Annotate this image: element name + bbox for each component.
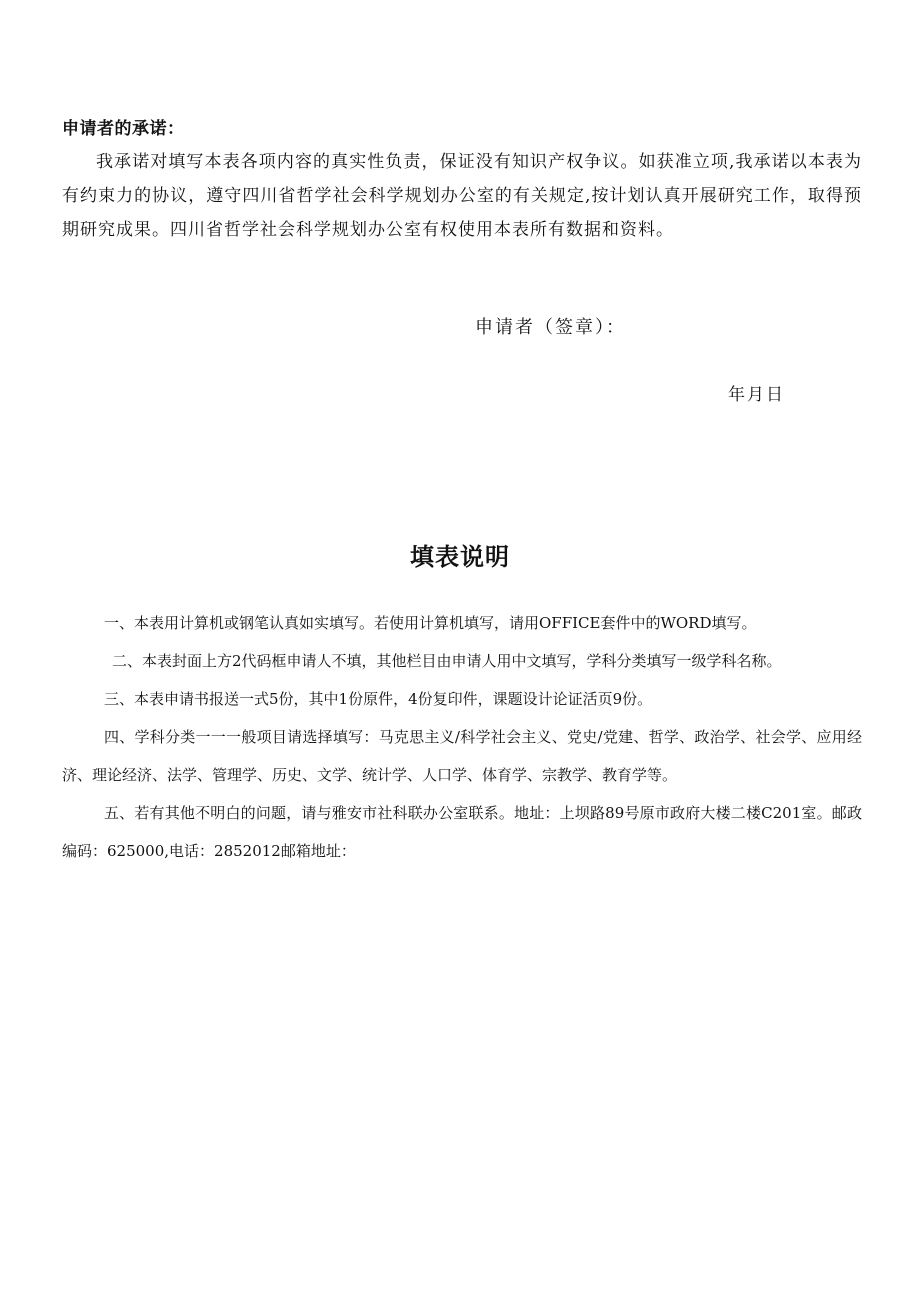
instruction-item-3: 三、本表申请书报送一式5份，其中1份原件，4份复印件，课题设计论证活页9份。 xyxy=(104,690,653,708)
instructions-title: 填表说明 xyxy=(410,542,510,571)
commitment-paragraph: 我承诺对填写本表各项内容的真实性负责，保证没有知识产权争议。如获准立项,我承诺以本表为有约束力的协议，遵守四川省哲学社会科学规划办公室的有关规定,按计划认真开展研究工作，取得预期研究成果。四川省哲学社会科学规划办公室有权使用本表所有数据和资料。 xyxy=(62,152,862,240)
signature-label: 申请者（签章）： xyxy=(475,317,626,338)
instruction-item-1: 一、本表用计算机或钢笔认真如实填写。若使用计算机填写，请用OFFICE套件中的WORD填写。 xyxy=(104,614,757,632)
instruction-item-2: 二、本表封面上方2代码框申请人不填，其他栏目由申请人用中文填写，学科分类填写一级学科名称。 xyxy=(112,652,782,670)
instruction-item-5: 五、若有其他不明白的问题，请与雅安市社科联办公室联系。地址：上坝路89号原市政府大楼二楼C201室。邮政编码：625000,电话：2852012邮箱地址： xyxy=(62,804,862,860)
instruction-item-4: 四、学科分类一一一般项目请选择填写：马克思主义/科学社会主义、党史/党建、哲学、政治学、社会学、应用经济、理论经济、法学、管理学、历史、文学、统计学、人口学、体育学、宗教学、教育学等。 xyxy=(62,728,862,784)
commitment-heading: 申请者的承诺： xyxy=(62,119,185,139)
date-label: 年月日 xyxy=(728,385,785,405)
instructions-list xyxy=(62,604,862,870)
